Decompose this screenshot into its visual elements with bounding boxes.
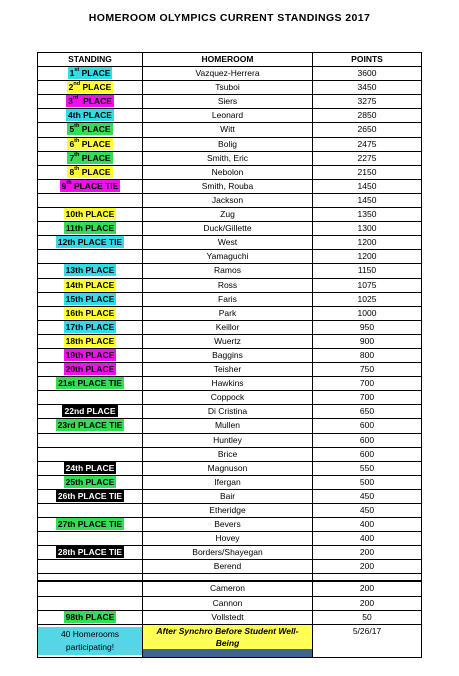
points-cell: 200 bbox=[313, 581, 422, 596]
points-cell: 500 bbox=[313, 475, 422, 489]
homeroom-cell: Smith, Rouba bbox=[143, 179, 313, 193]
standing-badge bbox=[56, 236, 124, 248]
table-row bbox=[38, 433, 422, 447]
standing-cell bbox=[38, 489, 143, 503]
standing-cell bbox=[38, 264, 143, 278]
standing-cell bbox=[38, 67, 143, 81]
standing-cell bbox=[38, 348, 143, 362]
standing-number: 21st PLACE TIE bbox=[58, 378, 122, 389]
table-row bbox=[38, 264, 422, 278]
table-row bbox=[38, 137, 422, 151]
standing-number: 16th PLACE bbox=[65, 307, 115, 318]
standing-cell bbox=[38, 222, 143, 236]
gap-body bbox=[38, 574, 422, 582]
standing-cell bbox=[38, 109, 143, 123]
standing-label: PLACE bbox=[79, 138, 111, 149]
standing-suffix: th bbox=[74, 151, 80, 158]
table-row bbox=[38, 581, 422, 596]
header-homeroom: HOMEROOM bbox=[143, 53, 313, 67]
homeroom-cell: Ifergan bbox=[143, 475, 313, 489]
points-cell: 450 bbox=[313, 504, 422, 518]
homeroom-cell: Coppock bbox=[143, 391, 313, 405]
homeroom-cell: Brice bbox=[143, 447, 313, 461]
standing-cell bbox=[38, 518, 143, 532]
standing-cell bbox=[38, 151, 143, 165]
standing-suffix: st bbox=[74, 67, 80, 74]
table-row bbox=[38, 546, 422, 560]
standing-number: 15th PLACE bbox=[65, 293, 115, 304]
standing-number: 9 bbox=[61, 180, 67, 191]
standing-number: 18th PLACE bbox=[65, 335, 115, 346]
table-row bbox=[38, 391, 422, 405]
standing-number: 20th PLACE bbox=[65, 364, 115, 375]
standing-label: PLACE bbox=[79, 152, 111, 163]
standing-badge bbox=[66, 109, 114, 121]
homeroom-cell: Wuertz bbox=[143, 334, 313, 348]
standings-table bbox=[37, 52, 422, 658]
table-row bbox=[38, 109, 422, 123]
standing-number: 6 bbox=[69, 138, 75, 149]
standing-label: PLACE bbox=[79, 166, 111, 177]
homeroom-cell: Huntley bbox=[143, 433, 313, 447]
standing-cell bbox=[38, 377, 143, 391]
homeroom-cell: Vollstedt bbox=[143, 610, 313, 624]
points-cell: 1450 bbox=[313, 179, 422, 193]
homeroom-cell: Mullen bbox=[143, 419, 313, 433]
table-row bbox=[38, 306, 422, 320]
points-cell: 550 bbox=[313, 461, 422, 475]
standing-cell bbox=[38, 193, 143, 207]
points-cell: 1450 bbox=[313, 193, 422, 207]
table-row bbox=[38, 250, 422, 264]
standing-cell bbox=[38, 165, 143, 179]
homeroom-cell: Faris bbox=[143, 292, 313, 306]
homeroom-cell: Bevers bbox=[143, 518, 313, 532]
points-cell: 750 bbox=[313, 363, 422, 377]
standing-cell bbox=[38, 532, 143, 546]
standing-number: 28th PLACE TIE bbox=[57, 547, 123, 558]
homeroom-cell: Witt bbox=[143, 123, 313, 137]
table-row bbox=[38, 236, 422, 250]
standing-cell bbox=[38, 363, 143, 377]
standing-cell bbox=[38, 596, 143, 610]
homeroom-cell: Bair bbox=[143, 489, 313, 503]
standing-badge bbox=[56, 518, 124, 530]
points-cell: 900 bbox=[313, 334, 422, 348]
table-row bbox=[38, 363, 422, 377]
standing-suffix: th bbox=[74, 137, 80, 144]
table-row bbox=[38, 489, 422, 503]
standing-cell bbox=[38, 391, 143, 405]
table-row bbox=[38, 193, 422, 207]
gap-row bbox=[38, 574, 422, 582]
points-cell: 2475 bbox=[313, 137, 422, 151]
standing-cell bbox=[38, 292, 143, 306]
standing-cell bbox=[38, 250, 143, 264]
standing-label: PLACE bbox=[80, 82, 112, 93]
homeroom-cell: Hovey bbox=[143, 532, 313, 546]
header-row bbox=[38, 53, 422, 67]
homeroom-cell: Leonard bbox=[143, 109, 313, 123]
standing-badge bbox=[60, 180, 121, 192]
standing-cell bbox=[38, 95, 143, 109]
homeroom-cell: Keillor bbox=[143, 320, 313, 334]
homeroom-cell: West bbox=[143, 236, 313, 250]
standing-number: 12th PLACE TIE bbox=[57, 237, 123, 248]
standing-number: 26th PLACE TIE bbox=[57, 490, 123, 501]
points-cell: 1025 bbox=[313, 292, 422, 306]
standing-suffix: th bbox=[74, 123, 80, 130]
standing-badge bbox=[62, 405, 117, 417]
points-cell: 700 bbox=[313, 377, 422, 391]
homeroom-cell: Baggins bbox=[143, 348, 313, 362]
table-row bbox=[38, 475, 422, 489]
standing-cell bbox=[38, 320, 143, 334]
table-row bbox=[38, 278, 422, 292]
header-standing: STANDING bbox=[38, 53, 143, 67]
homeroom-cell: Ramos bbox=[143, 264, 313, 278]
points-cell: 200 bbox=[313, 546, 422, 560]
standing-badge bbox=[64, 307, 117, 319]
standing-cell bbox=[38, 236, 143, 250]
standing-badge bbox=[64, 321, 117, 333]
points-cell: 400 bbox=[313, 518, 422, 532]
points-cell: 1300 bbox=[313, 222, 422, 236]
points-cell: 800 bbox=[313, 348, 422, 362]
homeroom-cell: Di Cristina bbox=[143, 405, 313, 419]
homeroom-cell: Park bbox=[143, 306, 313, 320]
homeroom-cell: Vazquez-Herrera bbox=[143, 67, 313, 81]
homeroom-cell: Cameron bbox=[143, 581, 313, 596]
standing-cell bbox=[38, 475, 143, 489]
standing-cell bbox=[38, 405, 143, 419]
points-cell: 950 bbox=[313, 320, 422, 334]
standing-badge bbox=[67, 81, 114, 93]
standing-number: 8 bbox=[69, 166, 75, 177]
table-row bbox=[38, 560, 422, 574]
note-text: After Synchro Before Student Well-Being bbox=[143, 625, 312, 649]
standing-number: 13th PLACE bbox=[65, 265, 115, 276]
table-row bbox=[38, 504, 422, 518]
standing-cell bbox=[38, 179, 143, 193]
page-title: HOMEROOM OLYMPICS CURRENT STANDINGS 2017 bbox=[88, 12, 371, 24]
points-cell: 2150 bbox=[313, 165, 422, 179]
standings-body bbox=[38, 67, 422, 574]
standing-suffix: rd bbox=[72, 95, 79, 102]
standing-number: 14th PLACE bbox=[65, 279, 115, 290]
standing-badge bbox=[64, 363, 117, 375]
standing-cell bbox=[38, 560, 143, 574]
standing-suffix: th bbox=[66, 179, 72, 186]
points-cell: 2650 bbox=[313, 123, 422, 137]
standing-badge bbox=[56, 377, 124, 389]
table-row bbox=[38, 95, 422, 109]
standing-label: PLACE bbox=[79, 68, 111, 79]
table-row bbox=[38, 348, 422, 362]
standings-body-after-gap bbox=[38, 581, 422, 624]
table-row bbox=[38, 208, 422, 222]
homeroom-cell: Teisher bbox=[143, 363, 313, 377]
standing-number: 1 bbox=[69, 68, 75, 79]
table-row bbox=[38, 610, 422, 624]
standing-number: 4th PLACE bbox=[68, 110, 112, 121]
points-cell: 600 bbox=[313, 419, 422, 433]
standing-number: 19th PLACE bbox=[65, 349, 115, 360]
homeroom-cell: Yamaguchi bbox=[143, 250, 313, 264]
standing-badge bbox=[67, 138, 112, 150]
points-cell: 3275 bbox=[313, 95, 422, 109]
standing-badge bbox=[56, 419, 125, 431]
standing-number: 2 bbox=[68, 82, 74, 93]
homeroom-cell: Smith, Eric bbox=[143, 151, 313, 165]
table-row bbox=[38, 81, 422, 95]
table-row bbox=[38, 292, 422, 306]
homeroom-cell: Siers bbox=[143, 95, 313, 109]
homeroom-cell: Cannon bbox=[143, 596, 313, 610]
points-cell: 1200 bbox=[313, 250, 422, 264]
standing-badge bbox=[64, 264, 117, 276]
points-cell: 700 bbox=[313, 391, 422, 405]
homeroom-cell: Nebolon bbox=[143, 165, 313, 179]
table-row bbox=[38, 320, 422, 334]
standing-number: 98th PLACE bbox=[65, 611, 115, 622]
points-cell: 50 bbox=[313, 610, 422, 624]
participants-cell bbox=[38, 624, 143, 657]
standing-badge bbox=[64, 476, 117, 488]
homeroom-cell: Ross bbox=[143, 278, 313, 292]
standing-cell bbox=[38, 546, 143, 560]
standing-number: 7 bbox=[69, 152, 75, 163]
homeroom-cell: Tsuboi bbox=[143, 81, 313, 95]
standing-cell bbox=[38, 419, 143, 433]
points-cell: 650 bbox=[313, 405, 422, 419]
standing-number: 11th PLACE bbox=[65, 223, 115, 234]
participants-text: 40 Homerooms participating! bbox=[38, 627, 142, 655]
standing-number: 5 bbox=[69, 124, 75, 135]
table-row bbox=[38, 447, 422, 461]
standing-number: 3 bbox=[68, 96, 73, 107]
table-row bbox=[38, 405, 422, 419]
standing-number: 25th PLACE bbox=[65, 476, 115, 487]
table-row bbox=[38, 596, 422, 610]
points-cell: 200 bbox=[313, 596, 422, 610]
points-cell: 400 bbox=[313, 532, 422, 546]
table-row bbox=[38, 377, 422, 391]
table-row bbox=[38, 532, 422, 546]
points-cell: 3450 bbox=[313, 81, 422, 95]
standing-badge bbox=[56, 490, 124, 502]
standing-suffix: nd bbox=[73, 81, 81, 88]
standing-cell bbox=[38, 447, 143, 461]
homeroom-cell: Hawkins bbox=[143, 377, 313, 391]
standing-cell bbox=[38, 334, 143, 348]
standing-number: 22nd PLACE bbox=[64, 406, 116, 417]
points-cell: 600 bbox=[313, 433, 422, 447]
points-cell: 450 bbox=[313, 489, 422, 503]
table-row bbox=[38, 222, 422, 236]
homeroom-cell: Borders/Shayegan bbox=[143, 546, 313, 560]
homeroom-cell: Etheridge bbox=[143, 504, 313, 518]
points-cell: 1200 bbox=[313, 236, 422, 250]
standing-cell bbox=[38, 581, 143, 596]
points-cell: 3600 bbox=[313, 67, 422, 81]
table-row bbox=[38, 461, 422, 475]
standing-badge bbox=[64, 208, 117, 220]
standing-badge bbox=[66, 95, 114, 107]
standing-cell bbox=[38, 504, 143, 518]
points-cell: 2275 bbox=[313, 151, 422, 165]
standing-badge bbox=[64, 293, 117, 305]
standing-label: PLACE bbox=[78, 96, 112, 107]
points-cell: 600 bbox=[313, 447, 422, 461]
standing-badge bbox=[64, 279, 117, 291]
table-row bbox=[38, 179, 422, 193]
standing-badge bbox=[64, 349, 117, 361]
points-cell: 2850 bbox=[313, 109, 422, 123]
standing-suffix: th bbox=[74, 165, 80, 172]
standing-badge bbox=[67, 152, 112, 164]
date-cell: 5/26/17 bbox=[313, 624, 422, 657]
standing-number: 24th PLACE bbox=[65, 462, 115, 473]
standing-badge bbox=[68, 67, 113, 79]
standing-cell bbox=[38, 433, 143, 447]
points-cell: 1350 bbox=[313, 208, 422, 222]
footer-row bbox=[38, 624, 422, 657]
header-points: POINTS bbox=[313, 53, 422, 67]
standing-cell bbox=[38, 278, 143, 292]
table-row bbox=[38, 151, 422, 165]
standing-badge bbox=[64, 611, 117, 623]
points-cell: 1075 bbox=[313, 278, 422, 292]
standing-number: 27th PLACE TIE bbox=[57, 519, 123, 530]
points-cell: 1150 bbox=[313, 264, 422, 278]
standing-cell bbox=[38, 610, 143, 624]
standing-cell bbox=[38, 306, 143, 320]
points-cell: 1000 bbox=[313, 306, 422, 320]
homeroom-cell: Jackson bbox=[143, 193, 313, 207]
standing-badge bbox=[64, 222, 116, 234]
standing-badge bbox=[56, 546, 124, 558]
standing-number: 10th PLACE bbox=[65, 209, 115, 220]
homeroom-cell: Bolig bbox=[143, 137, 313, 151]
standing-badge bbox=[67, 123, 112, 135]
table-row bbox=[38, 123, 422, 137]
table-row bbox=[38, 67, 422, 81]
standing-cell bbox=[38, 461, 143, 475]
standing-badge bbox=[64, 335, 117, 347]
table-row bbox=[38, 419, 422, 433]
homeroom-cell: Duck/Gillette bbox=[143, 222, 313, 236]
standing-label: PLACE TIE bbox=[71, 180, 119, 191]
standing-cell bbox=[38, 123, 143, 137]
standing-badge bbox=[64, 462, 117, 474]
homeroom-cell: Zug bbox=[143, 208, 313, 222]
homeroom-cell: Magnuson bbox=[143, 461, 313, 475]
standing-cell bbox=[38, 81, 143, 95]
standing-number: 17th PLACE bbox=[65, 321, 115, 332]
table-row bbox=[38, 518, 422, 532]
points-cell: 200 bbox=[313, 560, 422, 574]
note-cell bbox=[143, 624, 313, 657]
homeroom-cell: Berend bbox=[143, 560, 313, 574]
standing-number: 23rd PLACE TIE bbox=[57, 420, 123, 431]
standing-label: PLACE bbox=[79, 124, 111, 135]
standing-cell bbox=[38, 208, 143, 222]
table-row bbox=[38, 334, 422, 348]
standing-badge bbox=[67, 166, 112, 178]
standing-cell bbox=[38, 137, 143, 151]
table-row bbox=[38, 165, 422, 179]
